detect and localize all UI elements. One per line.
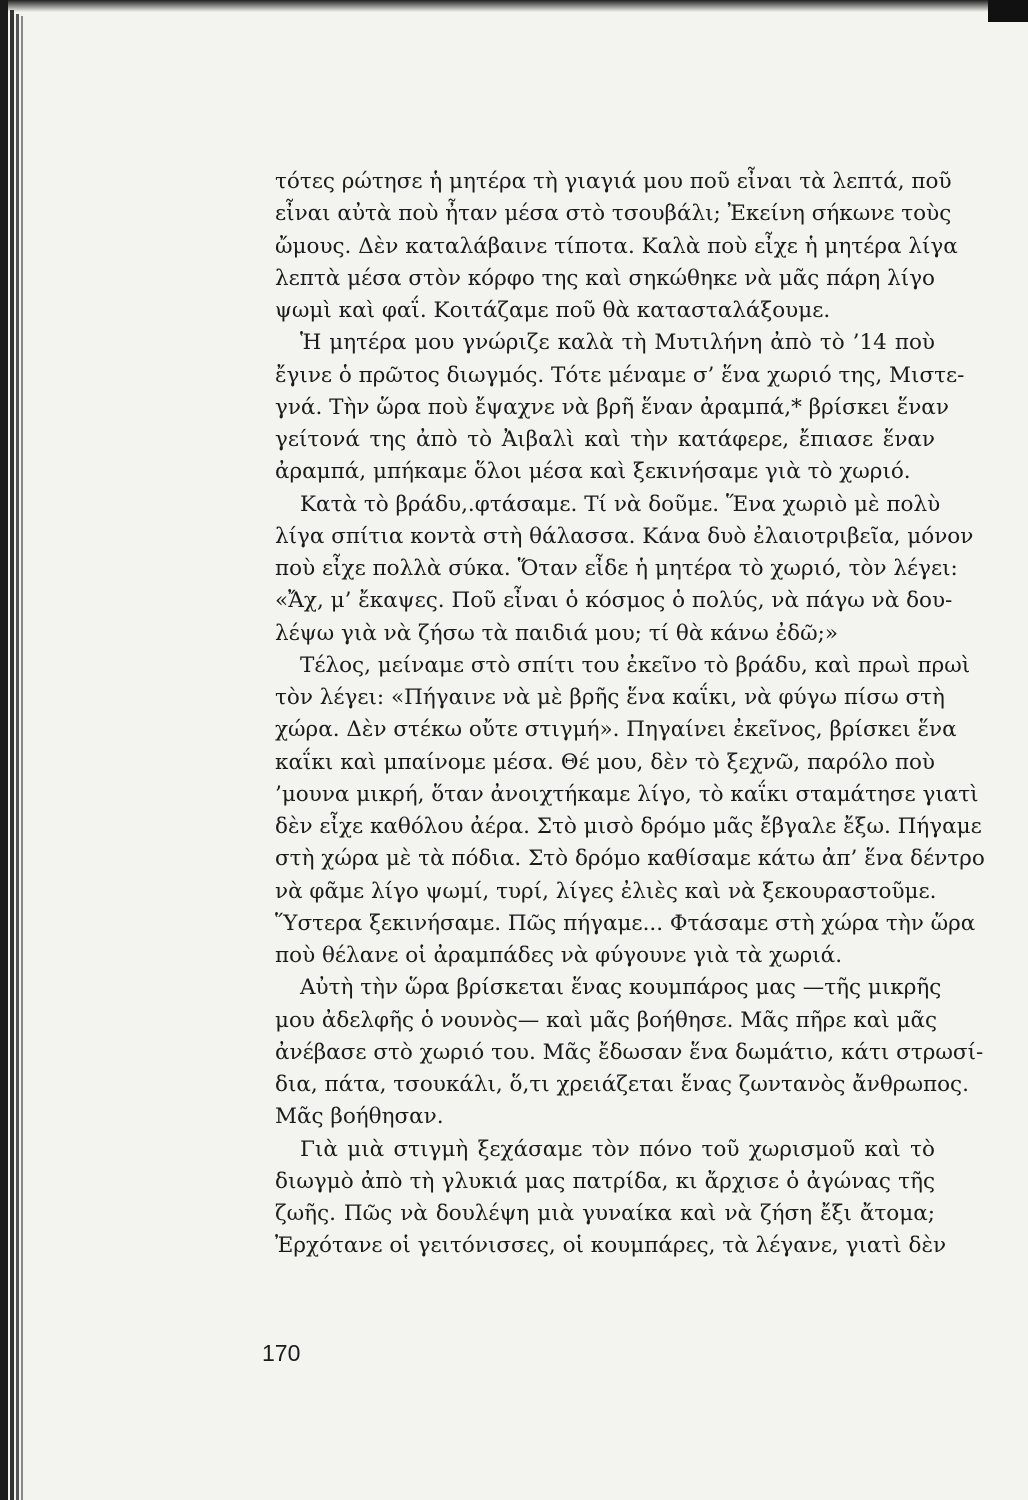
text-line: ποὺ εἶχε πολλὰ σύκα. Ὅταν εἶδε ἡ μητέρα τὸ χωριό, τὸν λέγει: [275,556,958,581]
text-line: ψωμὶ καὶ φαΐ. Κοιτάζαμε ποῦ θὰ κατασταλάξουμε. [275,298,831,323]
book-edge [10,10,14,1500]
page-number: 170 [262,1340,301,1366]
text-line: Γιὰ μιὰ στιγμὴ ξεχάσαμε τὸν πόνο τοῦ χωρισμοῦ καὶ τὸ [300,1136,935,1162]
scan-top-shadow [0,0,1028,12]
text-line: διωγμὸ ἀπὸ τὴ γλυκιά μας πατρίδα, κι ἄρχισε ὁ ἀγώνας τῆς [275,1168,935,1194]
text-line: Ἐρχότανε οἱ γειτόνισσες, οἱ κουμπάρες, τὰ λέγανε, γιατὶ δὲν [275,1233,947,1259]
text-line: τὸν λέγει: «Πήγαινε νὰ μὲ βρῆς ἕνα καΐκι, νὰ φύγω πίσω στὴ [275,685,945,710]
page-body-text [275,166,985,1263]
text-line: Ὕστερα ξεκινήσαμε. Πῶς πήγαμε... Φτάσαμε στὴ χώρα τὴν ὥρα [275,910,976,936]
text-line: δὲν εἶχε καθόλου ἀέρα. Στὸ μισὸ δρόμο μᾶς ἔβγαλε ἔξω. Πήγαμε [275,814,982,839]
text-line: «Ἄχ, μ’ ἔκαψες. Ποῦ εἶναι ὁ κόσμος ὁ πολύς, νὰ πάγω νὰ δου- [275,588,953,614]
text-line: λίγα σπίτια κοντὰ στὴ θάλασσα. Κάνα δυὸ ἐλαιοτριβεῖα, μόνον [275,523,974,549]
text-line: νὰ φᾶμε λίγο ψωμί, τυρί, λίγες ἐλιὲς καὶ νὰ ξεκουραστοῦμε. [275,878,937,904]
text-line: ἀραμπά, μπήκαμε ὅλοι μέσα καὶ ξεκινήσαμε γιὰ τὸ χωριό. [275,459,911,485]
text-line: ποὺ θέλανε οἱ ἀραμπάδες νὰ φύγουνε γιὰ τὰ χωριά. [275,943,843,968]
text-line: μου ἀδελφῆς ὁ νουνὸς— καὶ μᾶς βοήθησε. Μᾶς πῆρε καὶ μᾶς [275,1007,938,1033]
text-line: Κατὰ τὸ βράδυ,.φτάσαμε. Τί νὰ δοῦμε. Ἕνα χωριὸ μὲ πολὺ [300,491,941,517]
book-edge [21,16,23,1500]
text-line: λεπτὰ μέσα στὸν κόρφο της καὶ σηκώθηκε νὰ μᾶς πάρη λίγο [275,265,935,291]
book-edge [0,0,8,1500]
text-line: ἀνέβασε στὸ χωριό του. Μᾶς ἔδωσαν ἕνα δωμάτιο, κάτι στρωσί- [275,1039,984,1065]
scan-corner [988,0,1028,22]
text-line: ἔγινε ὁ πρῶτος διωγμός. Τότε μέναμε σ’ ἕνα χωριό της, Μιστε- [275,362,965,388]
text-line: Μᾶς βοήθησαν. [275,1104,444,1130]
text-line: ὤμους. Δὲν καταλάβαινε τίποτα. Καλὰ ποὺ εἶχε ἡ μητέρα λίγα [275,233,958,259]
text-line: γείτονά της ἀπὸ τὸ Ἀιβαλὶ καὶ τὴν κατάφερε, ἔπιασε ἕναν [275,427,935,452]
text-line: δια, πάτα, τσουκάλι, ὅ,τι χρειάζεται ἕνας ζωντανὸς ἄνθρωπος. [275,1072,969,1097]
text-line: λέψω γιὰ νὰ ζήσω τὰ παιδιά μου; τί θὰ κάνω ἐδῶ;» [275,620,838,646]
book-edge [16,14,19,1500]
text-line: γνά. Τὴν ὥρα ποὺ ἔψαχνε νὰ βρῆ ἕναν ἀραμπά,* βρίσκει ἕναν [275,394,949,420]
text-line: Ἡ μητέρα μου γνώριζε καλὰ τὴ Μυτιλήνη ἀπὸ τὸ ’14 ποὺ [300,330,935,356]
text-line: Αὐτὴ τὴν ὥρα βρίσκεται ἕνας κουμπάρος μας —τῆς μικρῆς [300,975,942,1001]
text-line: τότες ρώτησε ἡ μητέρα τὴ γιαγιά μου ποῦ εἶναι τὰ λεπτά, ποῦ [275,169,952,194]
text-line: καΐκι καὶ μπαίνομε μέσα. Θέ μου, δὲν τὸ ξεχνῶ, παρόλο ποὺ [275,749,935,775]
text-line: χώρα. Δὲν στέκω οὔτε στιγμή». Πηγαίνει ἐκεῖνος, βρίσκει ἕνα [275,717,957,743]
text-line: εἶναι αὐτὰ ποὺ ἦταν μέσα στὸ τσουβάλι; Ἐκείνη σήκωνε τοὺς [275,201,952,227]
text-line: Τέλος, μείναμε στὸ σπίτι του ἐκεῖνο τὸ βράδυ, καὶ πρωὶ πρωὶ [300,652,971,678]
text-line: στὴ χώρα μὲ τὰ πόδια. Στὸ δρόμο καθίσαμε κάτω ἀπ’ ἕνα δέντρο [275,846,985,872]
text-line: ’μουνα μικρή, ὅταν ἀνοιχτήκαμε λίγο, τὸ καΐκι σταμάτησε γιατὶ [275,781,979,807]
text-line: ζωῆς. Πῶς νὰ δουλέψη μιὰ γυναίκα καὶ νὰ ζήση ἔξι ἄτομα; [275,1201,935,1226]
